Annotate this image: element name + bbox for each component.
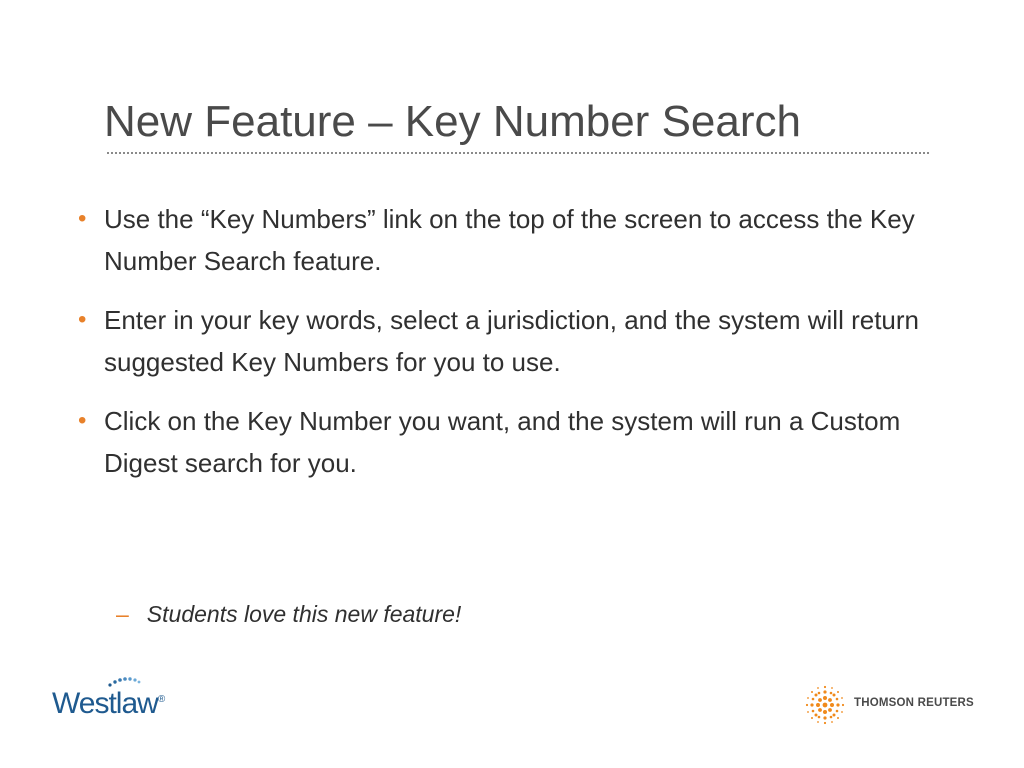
- bullet-text: Enter in your key words, select a jurisdiction, and the system will return suggested Key Numbers for you to use.: [104, 305, 920, 377]
- thomson-reuters-dot-mark-icon: [804, 684, 846, 726]
- sub-bullet-item: [116, 597, 461, 631]
- bullet-marker: •: [78, 407, 87, 434]
- bullet-list: [76, 198, 956, 501]
- slide-title: New Feature – Key Number Search: [104, 97, 801, 146]
- sub-bullet-marker: –: [116, 601, 129, 627]
- bullet-item: [76, 198, 956, 282]
- registered-mark: ®: [157, 694, 165, 705]
- thomson-reuters-logo: [804, 684, 984, 726]
- westlaw-logo-text: Westlaw: [52, 687, 158, 720]
- bullet-text: Use the “Key Numbers” link on the top of the screen to access the Key Number Search feature.: [104, 204, 915, 276]
- bullet-marker: •: [78, 306, 87, 333]
- bullet-item: [76, 400, 956, 484]
- thomson-reuters-wordmark: THOMSON REUTERS: [854, 697, 974, 709]
- sub-bullet-text: Students love this new feature!: [146, 601, 462, 627]
- bullet-item: [76, 299, 956, 383]
- bullet-text: Click on the Key Number you want, and the system will run a Custom Digest search for you.: [104, 406, 901, 478]
- westlaw-wordmark: [52, 682, 164, 722]
- bullet-marker: •: [78, 205, 87, 232]
- westlaw-logo: [52, 676, 182, 720]
- title-divider: [107, 152, 929, 154]
